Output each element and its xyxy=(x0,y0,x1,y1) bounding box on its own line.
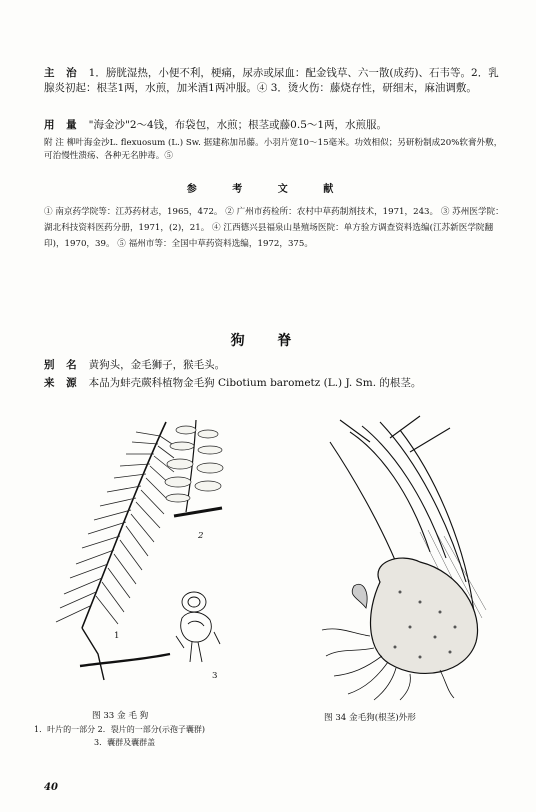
main-treatment-paragraph xyxy=(44,66,506,96)
alias-paragraph xyxy=(44,358,506,373)
main-treatment-text: 1．膀胱湿热，小便不利，梗痛，尿赤或尿血：配金钱草、六一散(成药)、石韦等。2．乳腺炎初起：根茎1两，水煎，加米酒1两冲服。④ 3．烫火伤：藤烧存性，研细末，麻油调敷。 xyxy=(44,67,499,94)
dosage-text: "海金沙"2～4钱，布袋包，水煎；根茎或藤0.5～1两，水煎服。 xyxy=(88,119,388,131)
references-heading: 参 考 文 献 xyxy=(186,184,350,195)
figure33-label-2: 2 xyxy=(198,531,204,541)
source-text: 本品为蚌壳蕨科植物金毛狗 Cibotium barometz (L.) J. Sm. 的根茎。 xyxy=(88,377,422,389)
rhizome-illustration xyxy=(270,412,510,702)
note-paragraph: 附 注 柳叶海金沙L. flexuosum (L.) Sw. 据建称加吊藤。小羽片宽10～15毫米。功效相似；另研粉制成20%软膏外敷，可治慢性溃疡、各种无名肿毒。⑤ xyxy=(44,138,503,161)
source-paragraph xyxy=(44,376,506,391)
main-treatment-label: 主 治 xyxy=(44,67,81,79)
entry-title: 狗 脊 xyxy=(230,333,306,349)
figure33-legend-line1: 1．叶片的一部分 2．裂片的一部分(示孢子囊群) xyxy=(34,725,205,734)
figure33-label-3: 3 xyxy=(212,671,218,681)
figure33-legend-line2: 3．囊群及囊群盖 xyxy=(94,738,156,747)
dosage-label: 用 量 xyxy=(44,119,81,131)
figure34-caption: 图 34 金毛狗(根茎)外形 xyxy=(324,713,416,723)
dosage-paragraph xyxy=(44,118,506,133)
alias-label: 别 名 xyxy=(44,359,81,371)
figure33-caption: 图 33 金 毛 狗 xyxy=(92,711,149,721)
figure33-label-1: 1 xyxy=(114,631,120,641)
frond-segment-illustration xyxy=(156,416,226,526)
source-label: 来 源 xyxy=(44,377,81,389)
references-list: ① 南京药学院等：江苏药材志，1965，472。 ② 广州市药检所：农村中草药制剂技术，1971，243。 ③ 苏州医学院：湖北科技资料医药分册，1971，(2)，21。 ④ 江西德兴县福泉山垦殖场医院：单方验方调查资料选编(江苏新医学院翻印)，1970，39。 ⑤ 福州市等：全国中草药资料选编，1972，375。 xyxy=(44,207,504,249)
alias-text: 黄狗头，金毛狮子，猴毛头。 xyxy=(88,359,226,371)
sorus-detail-illustration xyxy=(170,586,224,668)
page-number: 40 xyxy=(44,782,58,793)
